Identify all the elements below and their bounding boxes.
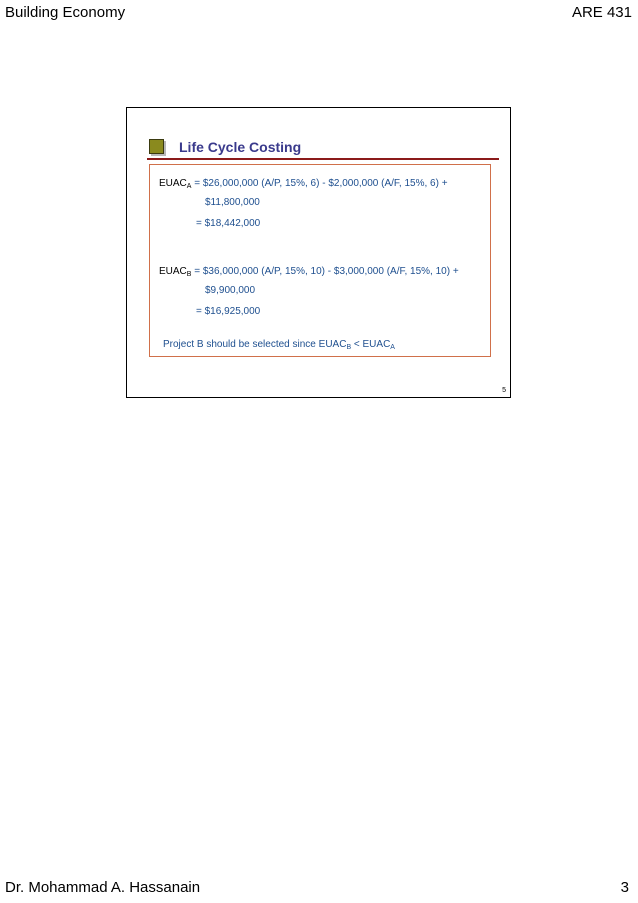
content-box — [149, 164, 491, 357]
equation-b-lhs: $EUAC_B$ — [159, 266, 192, 278]
equation-a-result: = $18,442,000 — [196, 218, 261, 229]
header-course-title: Building Economy — [5, 4, 126, 21]
equation-a-line2: $11,800,000 — [205, 197, 260, 208]
equation-a-lhs: $EUAC_A$ — [159, 178, 192, 190]
equation-a-rhs: = $26,000,000 (A/P, 15%, 6) - $2,000,000 (A/F, 15%, 6) + — [191, 178, 448, 189]
equation-b-line2: $9,900,000 — [205, 285, 256, 296]
equation-a-line1 — [159, 178, 448, 190]
equation-b-line1 — [159, 266, 459, 278]
header-course-code: ARE 431 — [571, 4, 632, 21]
equation-b-rhs: = $36,000,000 (A/P, 15%, 10) - $3,000,000 (A/F, 15%, 10) + — [191, 266, 459, 277]
slide-number: 5 — [502, 387, 506, 394]
square-bullet-icon — [149, 139, 164, 154]
footer-page-number: 3 — [620, 879, 629, 896]
equation-b-result: = $16,925,000 — [196, 306, 261, 317]
footer-author: Dr. Mohammad A. Hassanain — [5, 879, 201, 896]
title-divider — [147, 158, 499, 160]
slide-frame — [126, 107, 511, 398]
conclusion-text: Project B should be selected since $EUAC_B$ < $EUAC_A$ — [163, 339, 395, 351]
slide-title: Life Cycle Costing — [179, 139, 302, 155]
